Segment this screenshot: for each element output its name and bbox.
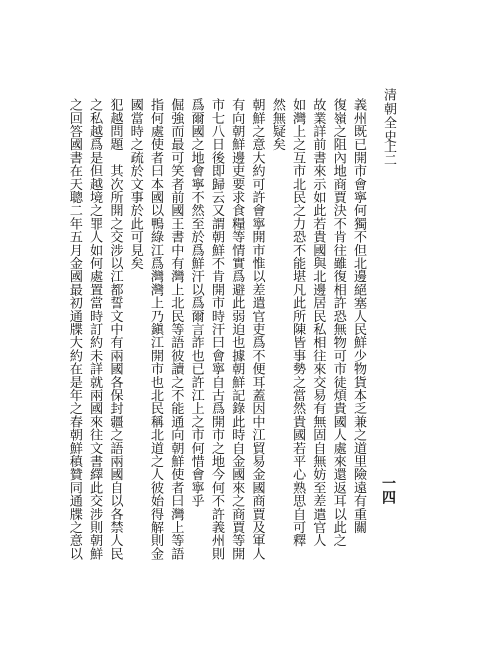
text-column: 爲爾國之地會寧不然至於爲鮮汗以爲爾言詐也已許江上之市何惜會寧乎: [188, 98, 204, 508]
running-head-title: 清朝全史: [381, 88, 396, 144]
text-column: 義州既已開市會寧何獨不但北邊絕塞人民鮮少物貨本乏兼之道里險遠有重關: [351, 98, 366, 534]
text-column: 之私越爲是但越境之罪人如何處置當時訂約未詳就兩國來往文書繹此交涉則朝鮮: [87, 98, 103, 560]
text-column: 倔強而最可笑者前國王書中有灣上北民等語彼讀之不能通向朝鮮使者曰灣上等語: [168, 98, 184, 560]
text-column: 犯越問題 其次所開之交涉以江都誓文中有兩國各保封疆之語兩國自以各禁人民: [107, 98, 123, 560]
text-column: 市七八日後即歸云又謂朝鮮不肯開市時汗曰會寧自古爲開市之地今何不許義州則: [208, 98, 224, 560]
text-column: 復嶺之阻內地商賈決不肯往雖復相許恐無物可市徒煩貴國人處來還返耳以此之: [330, 98, 346, 547]
text-column: 故業詳前書來示如此若貴國與北邊居民私相往來交易有無固自無妨至差遣官人: [310, 98, 326, 547]
page-number: 一四: [380, 476, 396, 504]
running-head-volume: 上二: [381, 140, 396, 166]
body-text: [66, 98, 368, 608]
text-column: 之回答國書在天聰二年五月金國最初通牒大約在是年之春朝鮮稹贊同通牒之意以: [66, 98, 82, 560]
text-column: 指何處使者曰本國以鴨綠江爲灣灣上乃鎭江開市也北民稱北道之人彼始得解則金: [148, 98, 164, 560]
text-column: 如灣上之互市北民之力恐不能堪凡此所陳皆事勢之當然貴國若平心熟思自可釋: [290, 98, 306, 547]
text-column: 朝鮮之意大約可許會寧開市惟以差遣官吏爲不便耳蓋因中江貿易金國商賈及軍人: [249, 98, 265, 560]
text-column: 國當時之疏於文事於此可見矣: [127, 98, 143, 270]
text-column: 然無疑矣: [269, 98, 285, 151]
text-column: 有向朝鮮邊吏要求食糧等情實爲避此弱迫也據朝鮮記錄此時自金國來之商賈等開: [229, 98, 245, 560]
